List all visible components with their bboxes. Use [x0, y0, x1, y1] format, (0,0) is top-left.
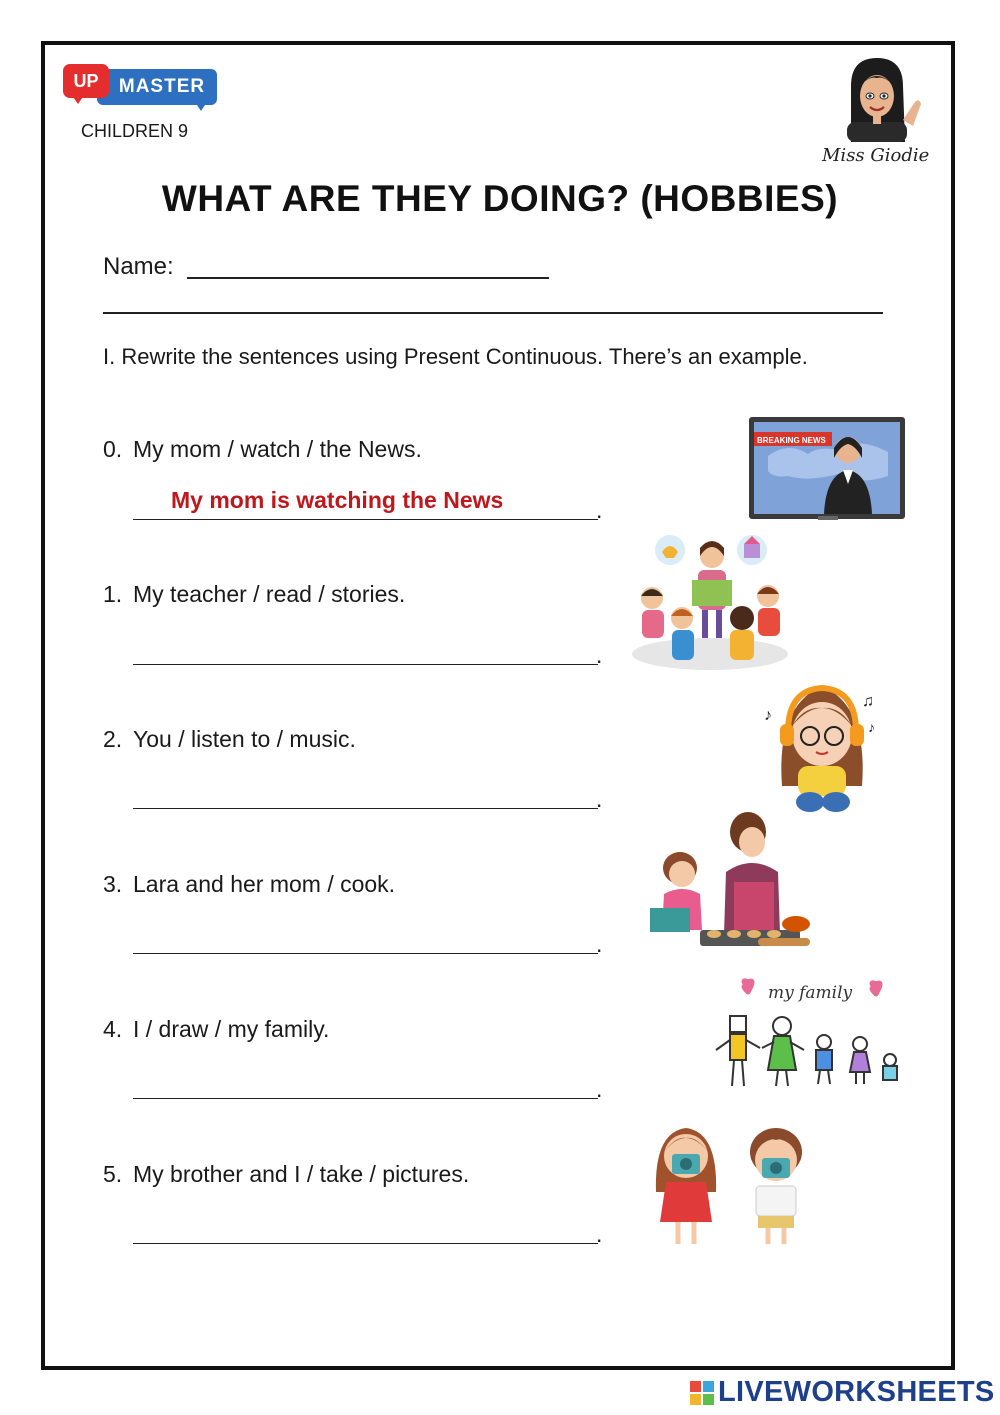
question-text: I / draw / my family. [133, 1016, 330, 1042]
logo-master: MASTER [97, 69, 217, 105]
svg-text:♪: ♪ [764, 707, 772, 724]
question-4 [103, 1016, 329, 1043]
liveworksheets-brand [690, 1376, 995, 1409]
upmaster-logo [63, 64, 219, 114]
teacher-avatar-icon [833, 56, 923, 142]
question-number: 0. [103, 436, 123, 462]
teacher-reading-icon [630, 534, 790, 672]
example-answer: My mom is watching the News [171, 487, 504, 513]
question-number: 1. [103, 581, 123, 607]
instructions: I. Rewrite the sentences using Present Continuous. There’s an example. [103, 344, 808, 369]
cooking-icon [640, 812, 814, 954]
answer-field-3[interactable] [133, 953, 598, 954]
divider-line [103, 312, 883, 314]
question-text: You / listen to / music. [133, 726, 356, 752]
name-field[interactable] [187, 277, 549, 279]
question-number: 4. [103, 1016, 123, 1042]
answer-field-4[interactable] [133, 1098, 598, 1099]
answer-field-2[interactable] [133, 808, 598, 809]
breaking-news-tv-icon [748, 416, 906, 522]
question-0 [103, 436, 422, 463]
footer-brand: LIVEWORKSHEETS [718, 1376, 995, 1408]
question-2 [103, 726, 356, 753]
girl-headphones-icon [762, 676, 884, 814]
question-text: Lara and her mom / cook. [133, 871, 396, 897]
question-number: 5. [103, 1161, 123, 1187]
liveworksheets-logo-icon [690, 1381, 714, 1405]
question-text: My teacher / read / stories. [133, 581, 406, 607]
question-number: 2. [103, 726, 123, 752]
question-1 [103, 581, 405, 608]
question-5 [103, 1161, 469, 1188]
answer-field-1[interactable] [133, 664, 598, 665]
question-3 [103, 871, 395, 898]
question-number: 3. [103, 871, 123, 897]
family-drawing-icon [710, 974, 914, 1094]
answer-field-5[interactable] [133, 1243, 598, 1244]
name-label: Name: [103, 253, 174, 280]
svg-text:♪: ♪ [868, 719, 875, 735]
logo-up: UP [63, 64, 109, 98]
question-text: My mom / watch / the News. [133, 436, 422, 462]
kids-cameras-icon [652, 1122, 818, 1246]
level-label: CHILDREN 9 [81, 121, 189, 141]
signature: Miss Giodie [822, 145, 930, 166]
page-title: WHAT ARE THEY DOING? (HOBBIES) [161, 178, 839, 219]
answer-field-0[interactable] [133, 519, 598, 520]
family-caption: my family [768, 983, 853, 1003]
breaking-news-label: BREAKING NEWS [757, 436, 826, 445]
svg-text:♫: ♫ [862, 693, 874, 710]
question-text: My brother and I / take / pictures. [133, 1161, 470, 1187]
